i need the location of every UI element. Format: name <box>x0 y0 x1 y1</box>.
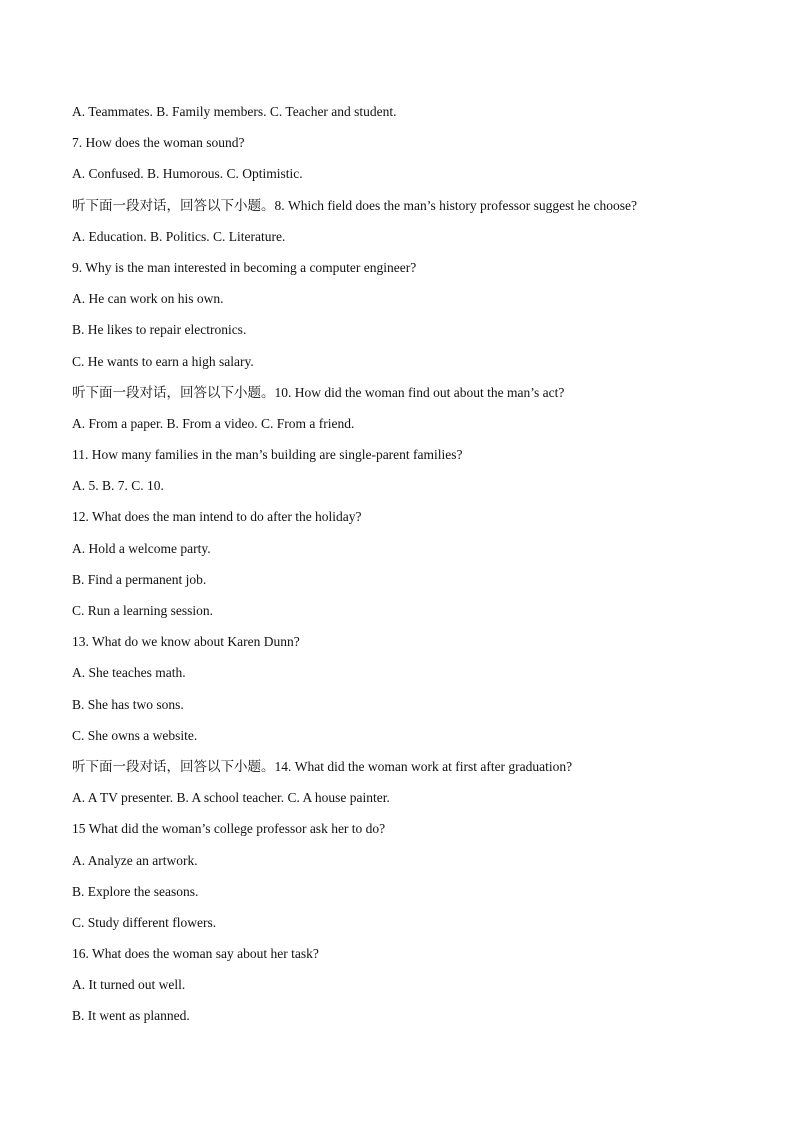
question-10: 听下面一段对话，回答以下小题。10. How did the woman find out about the man’s act? <box>72 384 565 400</box>
question-14: 听下面一段对话，回答以下小题。14. What did the woman work at first after graduation? <box>72 758 573 774</box>
option-q9-a: A. He can work on his own. <box>72 291 224 307</box>
option-q13-c: C. She owns a website. <box>72 727 198 743</box>
question-11: 11. How many families in the man’s building are single-parent families? <box>72 447 463 463</box>
option-q12-a: A. Hold a welcome party. <box>72 540 211 556</box>
option-q13-b: B. She has two sons. <box>72 696 184 712</box>
question-12: 12. What does the man intend to do after the holiday? <box>72 509 362 525</box>
option-q15-c: C. Study different flowers. <box>72 914 217 930</box>
document-page <box>72 101 732 1037</box>
option-q9-c: C. He wants to earn a high salary. <box>72 353 254 369</box>
option-q13-a: A. She teaches math. <box>72 665 186 681</box>
answer-options-q7: A. Confused. B. Humorous. C. Optimistic. <box>72 166 303 182</box>
option-q16-a: A. It turned out well. <box>72 977 186 993</box>
question-8: 听下面一段对话，回答以下小题。8. Which field does the man’s history professor suggest he choose? <box>72 197 638 213</box>
question-7: 7. How does the woman sound? <box>72 135 245 151</box>
answer-options-q6: A. Teammates. B. Family members. C. Teacher and student. <box>72 104 397 119</box>
question-9: 9. Why is the man interested in becoming a computer engineer? <box>72 259 417 275</box>
option-q9-b: B. He likes to repair electronics. <box>72 322 247 338</box>
question-13: 13. What do we know about Karen Dunn? <box>72 634 300 650</box>
option-q12-b: B. Find a permanent job. <box>72 571 207 587</box>
option-q15-a: A. Analyze an artwork. <box>72 852 198 868</box>
option-q16-b: B. It went as planned. <box>72 1008 190 1024</box>
answer-options-q11: A. 5. B. 7. C. 10. <box>72 478 164 494</box>
option-q12-c: C. Run a learning session. <box>72 603 213 618</box>
answer-options-q14: A. A TV presenter. B. A school teacher. C. A house painter. <box>72 790 390 806</box>
answer-options-q10: A. From a paper. B. From a video. C. From a friend. <box>72 415 355 431</box>
question-16: 16. What does the woman say about her task? <box>72 946 319 962</box>
option-q15-b: B. Explore the seasons. <box>72 883 199 899</box>
answer-options-q8: A. Education. B. Politics. C. Literature. <box>72 228 286 244</box>
question-15: 15 What did the woman’s college professor ask her to do? <box>72 821 386 837</box>
